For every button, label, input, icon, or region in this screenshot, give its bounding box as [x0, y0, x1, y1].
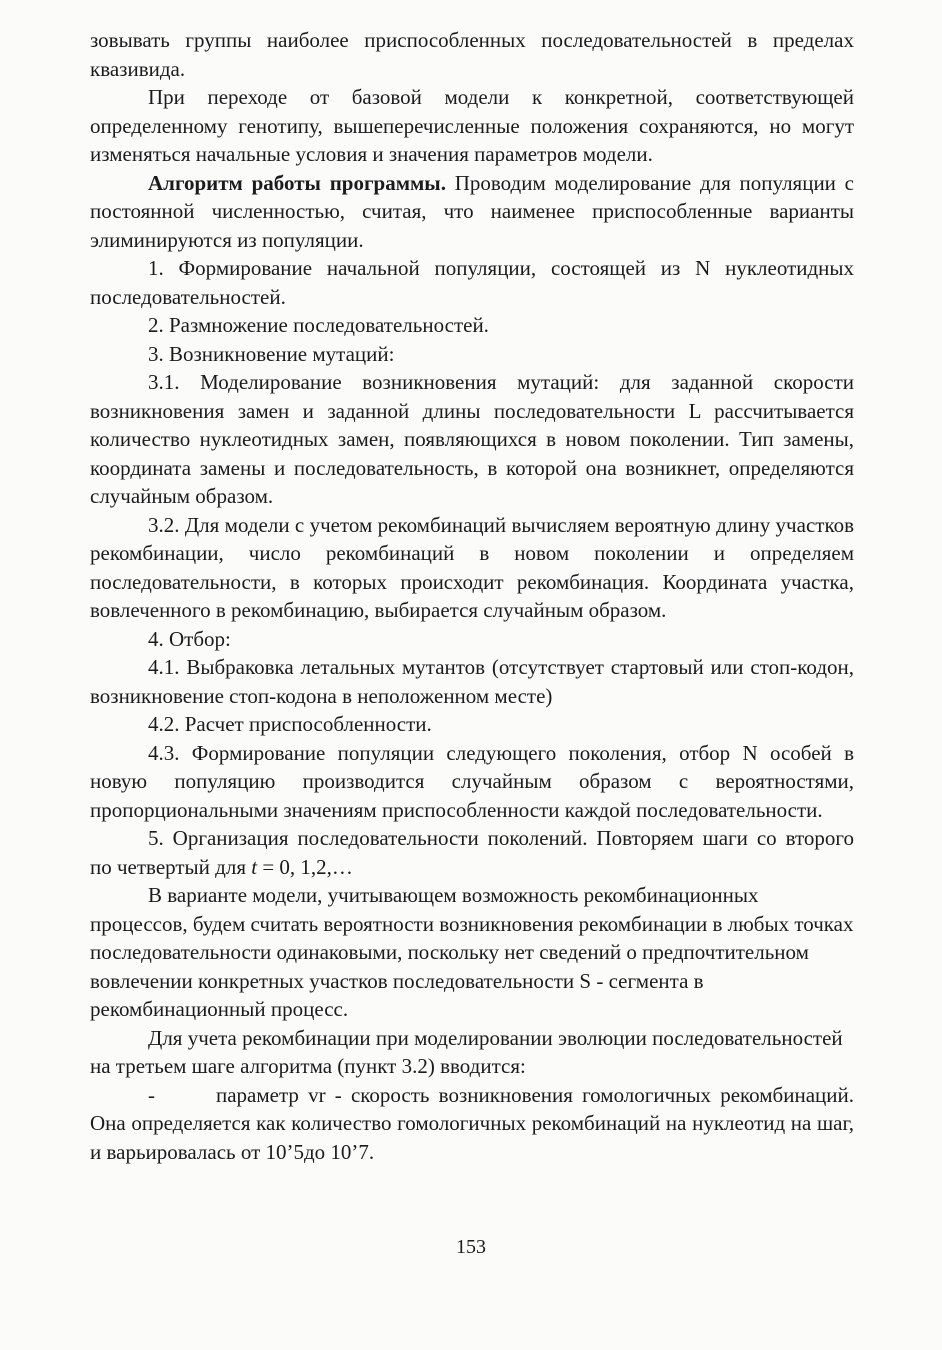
step-4-2: 4.2. Расчет приспособленности.: [148, 712, 432, 736]
step-1: 1. Формирование начальной популяции, состоящей из N нуклеотидных последовательностей.: [90, 256, 854, 309]
step-5-text: 5. Организация последовательности поколений. Повторяем шаги со второго по четвертый для: [90, 826, 854, 879]
step-4: 4. Отбор:: [148, 626, 231, 651]
step-3-1: 3.1. Моделирование возникновения мутаций: для заданной скорости возникновения замен и заданной длины последовательности L рассчитывается количество нуклеотидных замен, появляющихся в новом поколении. Тип замены, координата замены и последовательность, в которой она возникнет, определяются случайным образом.: [90, 370, 854, 508]
step-5: [90, 824, 854, 881]
step-4-3: 4.3. Формирование популяции следующего поколения, отбор N особей в новую популяцию производится случайным образом с вероятностями, пропорциональными значениям приспособленности каждой последовательности.: [90, 740, 854, 822]
step-4-1: 4.1. Выбраковка летальных мутантов (отсутствует стартовый или стоп-кодон, возникновение стоп-кодона в неположенном месте): [90, 655, 854, 708]
paragraph-0: зовывать группы наиболее приспособленных последовательностей в пределах квазивида.: [90, 28, 854, 81]
parameter-vr-text: параметр vr - скорость возникновения гомологичных рекомбинаций. Она определяется как количество гомологичных рекомбинаций на нуклеотид на шаг, и варьировалась от 10’5до 10’7.: [90, 1082, 854, 1164]
paragraph-1: При переходе от базовой модели к конкретной, соответствующей определенному генотипу, вышеперечисленные положения сохраняются, но могут изменяться начальные условия и значения параметров модели.: [90, 85, 854, 166]
step-2: 2. Размножение последовательностей.: [148, 313, 489, 337]
algorithm-heading: Алгоритм работы программы.: [148, 170, 446, 195]
paragraph-2-text: Проводим моделирование для популяции с постоянной численностью, считая, что наименее приспособленные варианты элиминируются из популяции.: [90, 170, 855, 252]
list-dash: -: [148, 1082, 155, 1107]
paragraph-recombination: В варианте модели, учитывающем возможность рекомбинационных процессов, будем считать вероятности возникновения рекомбинации в любых точках последовательности одинаковыми, поскольку нет сведений о предпочтительном вовлечении конкретных участков последовательности S - сегмента в рекомбинационный процесс.: [90, 883, 854, 1021]
paragraph-2: [90, 169, 854, 255]
parameter-vr-item: [90, 1081, 854, 1167]
paragraph-recombination-accounting: Для учета рекомбинации при моделировании эволюции последовательностей на третьем шаге алгоритма (пункт 3.2) вводится:: [90, 1025, 843, 1078]
step-3: 3. Возникновение мутаций:: [148, 341, 395, 366]
variable-t: t: [251, 854, 258, 879]
body-text: [90, 26, 854, 1166]
step-3-2: 3.2. Для модели с учетом рекомбинаций вычисляем вероятную длину участков рекомбинации, число рекомбинаций в новом поколении и определяем последовательности, в которых происходит рекомбинация. Координата участка, вовлеченного в рекомбинацию, выбирается случайным образом.: [90, 512, 854, 622]
step-5-end: = 0, 1,2,…: [257, 854, 353, 879]
page-number: 153: [456, 1236, 486, 1258]
